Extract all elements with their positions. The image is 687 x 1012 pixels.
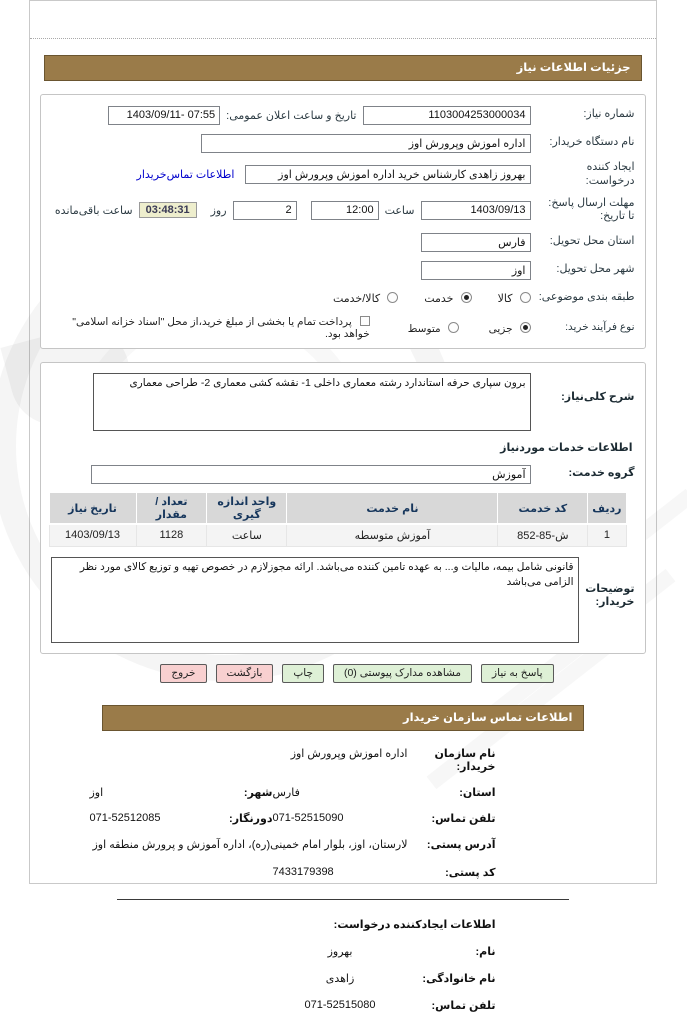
address-row xyxy=(91,838,497,853)
buyer-notes-textarea[interactable] xyxy=(52,557,580,643)
cell-service-code: 852-85-ش xyxy=(499,524,589,546)
delivery-province-row xyxy=(52,232,636,252)
buyer-org-label: نام دستگاه خریدار: xyxy=(550,136,636,149)
treasury-checkbox-label: پرداخت تمام یا بخشی از مبلغ خرید،از محل "اسناد خزانه اسلامی" خواهد بود. xyxy=(73,316,371,340)
address-value: لارستان، اوز، بلوار امام خمینی(ره)، اداره آموزش و پرورش منطقه اوز xyxy=(93,838,409,851)
process-option-minor[interactable]: جزیی xyxy=(490,322,532,335)
services-info-heading: اطلاعات خدمات موردنیاز xyxy=(501,442,634,454)
request-creator-field[interactable] xyxy=(246,165,532,184)
buyer-contact-link[interactable]: اطلاعات تماس‌خریدار xyxy=(137,169,236,182)
creator-phone-label: تلفن تماس: xyxy=(432,999,497,1012)
remaining-days-field[interactable] xyxy=(234,201,298,220)
buyer-org-field[interactable] xyxy=(202,134,532,153)
response-deadline-row xyxy=(52,197,636,225)
need-number-field[interactable] xyxy=(364,106,532,125)
creator-name-row xyxy=(91,945,497,958)
need-number-row xyxy=(52,105,636,125)
phone-value: 071-52515090 xyxy=(273,811,345,824)
exit-button[interactable]: خروج xyxy=(161,664,207,683)
radio-checked-icon[interactable] xyxy=(521,322,532,333)
services-table-header-row xyxy=(50,493,627,525)
radio-checked-icon[interactable] xyxy=(462,292,473,303)
radio-icon[interactable] xyxy=(388,292,399,303)
announce-label: تاریخ و ساعت اعلان عمومی: xyxy=(227,109,358,122)
province-value: فارس xyxy=(273,786,301,799)
action-buttons-row xyxy=(31,664,555,683)
contact-section xyxy=(91,747,497,879)
classification-row xyxy=(52,288,636,308)
creator-family-value: زاهدی xyxy=(326,972,356,985)
radio-icon[interactable] xyxy=(521,292,532,303)
delivery-city-row xyxy=(52,260,636,280)
process-type-label: نوع فرآیند خرید: xyxy=(566,321,636,334)
process-option-medium[interactable]: متوسط xyxy=(409,322,460,335)
cell-unit: ساعت xyxy=(208,524,288,546)
view-attachments-button[interactable]: مشاهده مدارک پیوستی (0) xyxy=(334,664,473,683)
need-description-label: شرح کلی‌نیاز: xyxy=(562,391,636,403)
creator-family-label: نام خانوادگی: xyxy=(423,972,497,985)
deadline-time-field[interactable] xyxy=(312,201,380,220)
need-description-textarea[interactable] xyxy=(94,373,532,431)
need-number-label: شماره نیاز: xyxy=(584,108,636,121)
print-button[interactable]: چاپ xyxy=(283,664,325,683)
cell-service-name: آموزش متوسطه xyxy=(288,524,499,546)
creator-name-value: بهروز xyxy=(328,945,354,958)
countdown-timer: 03:48:31 xyxy=(140,202,198,218)
checkbox-icon[interactable] xyxy=(361,316,371,326)
delivery-city-label: شهر محل تحویل: xyxy=(557,263,636,276)
phone-label: تلفن تماس: xyxy=(432,812,497,825)
province-label: استان: xyxy=(460,786,497,799)
fax-value: 071-52512085 xyxy=(90,811,162,824)
need-info-box xyxy=(41,94,647,349)
creator-info-heading: اطلاعات ایجادکننده درخواست: xyxy=(334,918,497,931)
cell-row-number: 1 xyxy=(589,524,627,546)
creator-phone-row xyxy=(91,999,497,1012)
need-description-row xyxy=(52,373,636,431)
respond-button[interactable]: پاسخ به نیاز xyxy=(482,664,554,683)
services-table xyxy=(50,492,628,547)
back-button[interactable]: بازگشت xyxy=(217,664,275,683)
details-section-header: جزئیات اطلاعات نیاز xyxy=(45,55,643,81)
announce-datetime-field[interactable] xyxy=(109,106,221,125)
need-description-box xyxy=(41,362,647,654)
buyer-notes-label: توضیحات خریدار: xyxy=(586,582,636,609)
org-name-row xyxy=(91,747,497,773)
col-need-date: تاریخ نیاز xyxy=(50,493,137,525)
response-deadline-label: مهلت ارسال پاسخ: تا تاریخ: xyxy=(549,196,636,223)
org-name-label: نام سازمان خریدار: xyxy=(435,747,497,773)
request-creator-row xyxy=(52,161,636,189)
postal-code-label: کد پستی: xyxy=(446,866,497,879)
process-type-row xyxy=(52,316,636,340)
delivery-city-field[interactable] xyxy=(422,261,532,280)
cell-need-date: 1403/09/13 xyxy=(50,524,137,546)
classification-label: طبقه بندی موضوعی: xyxy=(539,291,636,304)
delivery-province-field[interactable] xyxy=(422,233,532,252)
phone-fax-row xyxy=(91,812,497,825)
classification-option-goods[interactable]: کالا xyxy=(499,292,532,305)
col-service-code: کد خدمت xyxy=(499,493,589,525)
request-creator-label: ایجاد کننده درخواست: xyxy=(586,161,636,187)
col-row-number: ردیف xyxy=(589,493,627,525)
deadline-date-field[interactable] xyxy=(422,201,532,220)
city-value: اوز xyxy=(90,786,105,799)
delivery-province-label: استان محل تحویل: xyxy=(550,235,636,248)
creator-info-heading-row xyxy=(91,918,497,931)
buyer-notes-row xyxy=(52,557,636,643)
buyer-org-row xyxy=(52,133,636,153)
postal-code-row xyxy=(91,866,497,879)
creator-phone-value: 071-52515080 xyxy=(305,998,377,1011)
fax-label: دورنگار: xyxy=(230,812,274,825)
classification-option-service[interactable]: خدمت xyxy=(425,292,472,305)
city-label: شهر: xyxy=(244,786,274,799)
treasury-checkbox-group[interactable] xyxy=(52,316,371,340)
deadline-hour-label: ساعت xyxy=(385,204,416,217)
address-label: آدرس پستی: xyxy=(427,838,497,851)
creator-family-row xyxy=(91,972,497,985)
table-row[interactable] xyxy=(50,524,627,546)
service-group-field[interactable] xyxy=(92,465,532,484)
postal-code-value: 7433179398 xyxy=(273,865,335,878)
top-separator xyxy=(31,1,657,39)
province-city-row xyxy=(91,786,497,799)
need-details-page xyxy=(30,0,658,1012)
remaining-hours-label: ساعت باقی‌مانده xyxy=(55,204,134,217)
section-divider xyxy=(118,899,570,900)
service-group-label: گروه خدمت: xyxy=(569,467,636,480)
classification-option-goods-service[interactable]: کالا/خدمت xyxy=(334,292,399,305)
col-quantity: تعداد / مقدار xyxy=(137,493,208,525)
creator-name-label: نام: xyxy=(476,945,497,958)
col-service-name: نام خدمت xyxy=(288,493,499,525)
radio-icon[interactable] xyxy=(449,322,460,333)
remaining-days-label: روز xyxy=(211,204,228,217)
creator-info-section xyxy=(91,918,497,1012)
contact-section-header: اطلاعات تماس سازمان خریدار xyxy=(103,705,585,731)
cell-quantity: 1128 xyxy=(137,524,208,546)
col-unit: واحد اندازه گیری xyxy=(208,493,288,525)
service-group-row xyxy=(52,464,636,484)
org-name-value: اداره اموزش وپرورش اوز xyxy=(291,747,409,760)
